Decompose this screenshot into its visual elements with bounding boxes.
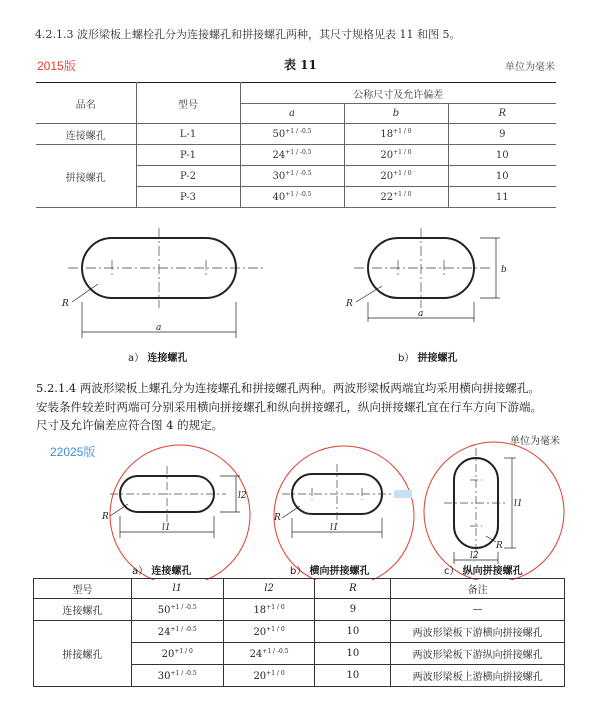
caption-a-2015: a） 连接螺孔 (128, 353, 188, 364)
cell-name: 拼接螺孔 (36, 145, 136, 208)
table-row (34, 621, 565, 643)
cell-l2: $24^{+1 / -0.5}$ (223, 643, 315, 665)
cell-R: 10 (448, 145, 556, 166)
header-name: 品名 (36, 83, 136, 124)
dimension-l1-label: l1 (514, 499, 523, 509)
dimension-l2-label: l2 (238, 491, 247, 501)
cell-l2: $18^{+1 / 0}$ (223, 599, 315, 621)
cell-b: $20^{+1 / 0}$ (344, 166, 448, 187)
unit-label-2015: 单位为毫米 (505, 62, 555, 73)
header-nominal-size: 公称尺寸及允许偏差 (240, 83, 556, 104)
cell-R: 10 (448, 166, 556, 187)
table-row (36, 124, 556, 145)
radius-label: R (496, 541, 503, 551)
cell-b: $18^{+1 / 0}$ (344, 124, 448, 145)
radius-label: R (346, 299, 353, 309)
cell-b: $22^{+1 / 0}$ (344, 187, 448, 208)
table-figure-4 (33, 578, 565, 687)
version-note-2015: 2015版 (37, 59, 76, 73)
cell-l1: $24^{+1 / -0.5}$ (131, 621, 223, 643)
cell-model: 连接螺孔 (34, 599, 132, 621)
dimension-l1-label: l1 (162, 523, 171, 533)
radius-label: R (274, 513, 281, 523)
dimension-l1-label: l1 (330, 523, 339, 533)
cell-model: 拼接螺孔 (34, 621, 132, 687)
cell-a: $40^{+1 / -0.5}$ (240, 187, 344, 208)
cell-l1: $30^{+1 / -0.5}$ (131, 665, 223, 687)
dimension-l2-label: l2 (470, 551, 479, 561)
table-row (34, 599, 565, 621)
caption-c-2025: c） 纵向拼接螺孔 (444, 566, 523, 577)
cell-R: 9 (448, 124, 556, 145)
subheader-R: R (448, 104, 556, 124)
dimension-a-label: a (156, 323, 162, 333)
section-2025-paragraph: 5.2.1.4 两波形梁板上螺孔分为连接螺孔和拼接螺孔两种。两波形梁板两端宜均采用横向拼接螺孔。 安装条件较差时两端可分别采用横向拼接螺孔和纵向拼接螺孔，纵向拼接螺孔宜在行车方向下游端。 尺寸及允许偏差应符合图 4 的规定。 (36, 381, 542, 432)
table-row (36, 145, 556, 166)
cell-R: 11 (448, 187, 556, 208)
cell-note: 两波形梁板下游横向拼接螺孔 (391, 621, 565, 643)
section-2015-heading: 4.2.1.3 波形梁板上螺栓孔分为连接螺孔和拼接螺孔两种，其尺寸规格见表 11 和图 5。 (35, 28, 461, 41)
cell-l1: $50^{+1 / -0.5}$ (131, 599, 223, 621)
header-note: 备注 (391, 579, 565, 599)
unit-label-2025: 单位为毫米 (510, 436, 560, 447)
cell-a: $24^{+1 / -0.5}$ (240, 145, 344, 166)
dimension-b-label: b (501, 265, 507, 275)
cell-model: P-1 (136, 145, 240, 166)
cell-model: P-2 (136, 166, 240, 187)
cell-b: $20^{+1 / 0}$ (344, 145, 448, 166)
cell-model: P-3 (136, 187, 240, 208)
header-l1: l1 (131, 579, 223, 599)
cell-l2: $20^{+1 / 0}$ (223, 665, 315, 687)
cell-note: 两波形梁板上游横向拼接螺孔 (391, 665, 565, 687)
figure-4-drawings (100, 440, 580, 580)
cell-l1: $20^{+1 / 0}$ (131, 643, 223, 665)
cell-name: 连接螺孔 (36, 124, 136, 145)
cell-note: — (391, 599, 565, 621)
table-11-title: 表 11 (284, 58, 317, 72)
cell-a: $30^{+1 / -0.5}$ (240, 166, 344, 187)
radius-label: R (62, 299, 69, 309)
cell-R: 9 (315, 599, 391, 621)
cell-R: 10 (315, 643, 391, 665)
subheader-b: b (344, 104, 448, 124)
header-model: 型号 (34, 579, 132, 599)
caption-a-2025: a） 连接螺孔 (132, 566, 192, 577)
header-R: R (315, 579, 391, 599)
dimension-a-label: a (418, 309, 424, 319)
cell-l2: $20^{+1 / 0}$ (223, 621, 315, 643)
cell-R: 10 (315, 621, 391, 643)
version-note-2025: 22025版 (50, 445, 96, 459)
cell-R: 10 (315, 665, 391, 687)
subheader-a: a (240, 104, 344, 124)
table-11 (36, 82, 556, 208)
caption-b-2025: b） 横向拼接螺孔 (290, 566, 370, 577)
annotation-circle (424, 442, 564, 580)
cell-note: 两波形梁板下游纵向拼接螺孔 (391, 643, 565, 665)
radius-label: R (102, 512, 109, 522)
caption-b-2015: b） 拼接螺孔 (398, 353, 458, 364)
header-model: 型号 (136, 83, 240, 124)
figure-5-drawings (50, 218, 530, 344)
header-l2: l2 (223, 579, 315, 599)
cell-model: L-1 (136, 124, 240, 145)
cell-a: $50^{+1 / -0.5}$ (240, 124, 344, 145)
